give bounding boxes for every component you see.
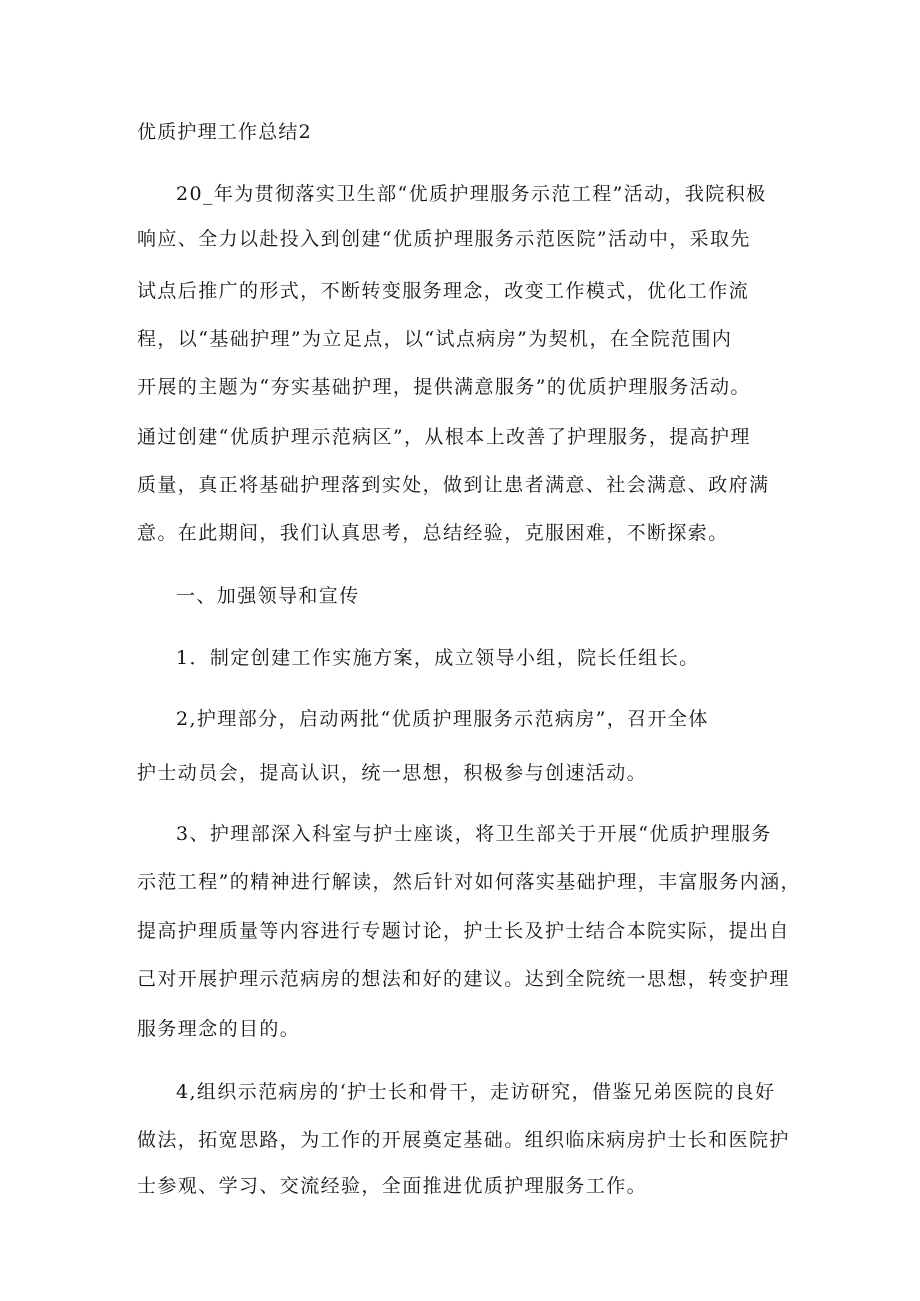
list-item-line: 士参观、学习、交流经验，全面推进优质护理服务工作。 [137,1175,648,1197]
paragraph-line: 响应、全力以赴投入到创建“优质护理服务示范医院”活动中，采取先 [137,228,751,250]
document-title: 优质护理工作总结2 [137,121,312,143]
list-item-line: 护士动员会，提高认识，统一思想，积极参与创速活动。 [137,762,648,784]
paragraph-line: 通过创建“优质护理示范病区”，从根本上改善了护理服务，提高护理 [137,426,751,448]
paragraph-line: 20_年为贯彻落实卫生部“优质护理服务示范工程”活动，我院积极 [176,183,767,205]
paragraph-line: 质量，真正将基础护理落到实处，做到让患者满意、社会满意、政府满 [137,474,770,496]
list-item-line: 做法，拓宽思路，为工作的开展奠定基础。组织临床病房护士长和医院护 [137,1129,790,1151]
list-item-line: 服务理念的目的。 [137,1018,301,1040]
list-item-line: 3、护理部深入科室与护士座谈，将卫生部关于开展“优质护理服务 [176,823,772,845]
list-item-line: 2,护理部分，启动两批“优质护理服务示范病房”，召开全体 [176,708,709,730]
list-item-line: 1．制定创建工作实施方案，成立领导小组，院长任组长。 [176,647,700,669]
list-item-line: 4,组织示范病房的‘护士长和骨干，走访研究，借鉴兄弟医院的良好 [176,1081,776,1103]
paragraph-line: 程，以“基础护理”为立足点，以“试点病房”为契机，在全院范围内 [137,328,733,350]
section-heading: 一、加强领导和宣传 [176,585,360,607]
paragraph-line: 开展的主题为“夯实基础护理，提供满意服务”的优质护理服务活动。 [137,376,751,398]
list-item-line: 己对开展护理示范病房的想法和好的建议。达到全院统一思想，转变护理 [137,968,790,990]
paragraph-line: 意。在此期间，我们认真思考，总结经验，克服困难，不断探索。 [137,522,729,544]
list-item-line: 提高护理质量等内容进行专题讨论，护士长及护士结合本院实际，提出自 [137,920,790,942]
paragraph-line: 试点后推广的形式，不断转变服务理念，改变工作模式，优化工作流 [137,280,750,302]
list-item-line: 示范工程”的精神进行解读，然后针对如何落实基础护理，丰富服务内涵， [137,871,801,893]
